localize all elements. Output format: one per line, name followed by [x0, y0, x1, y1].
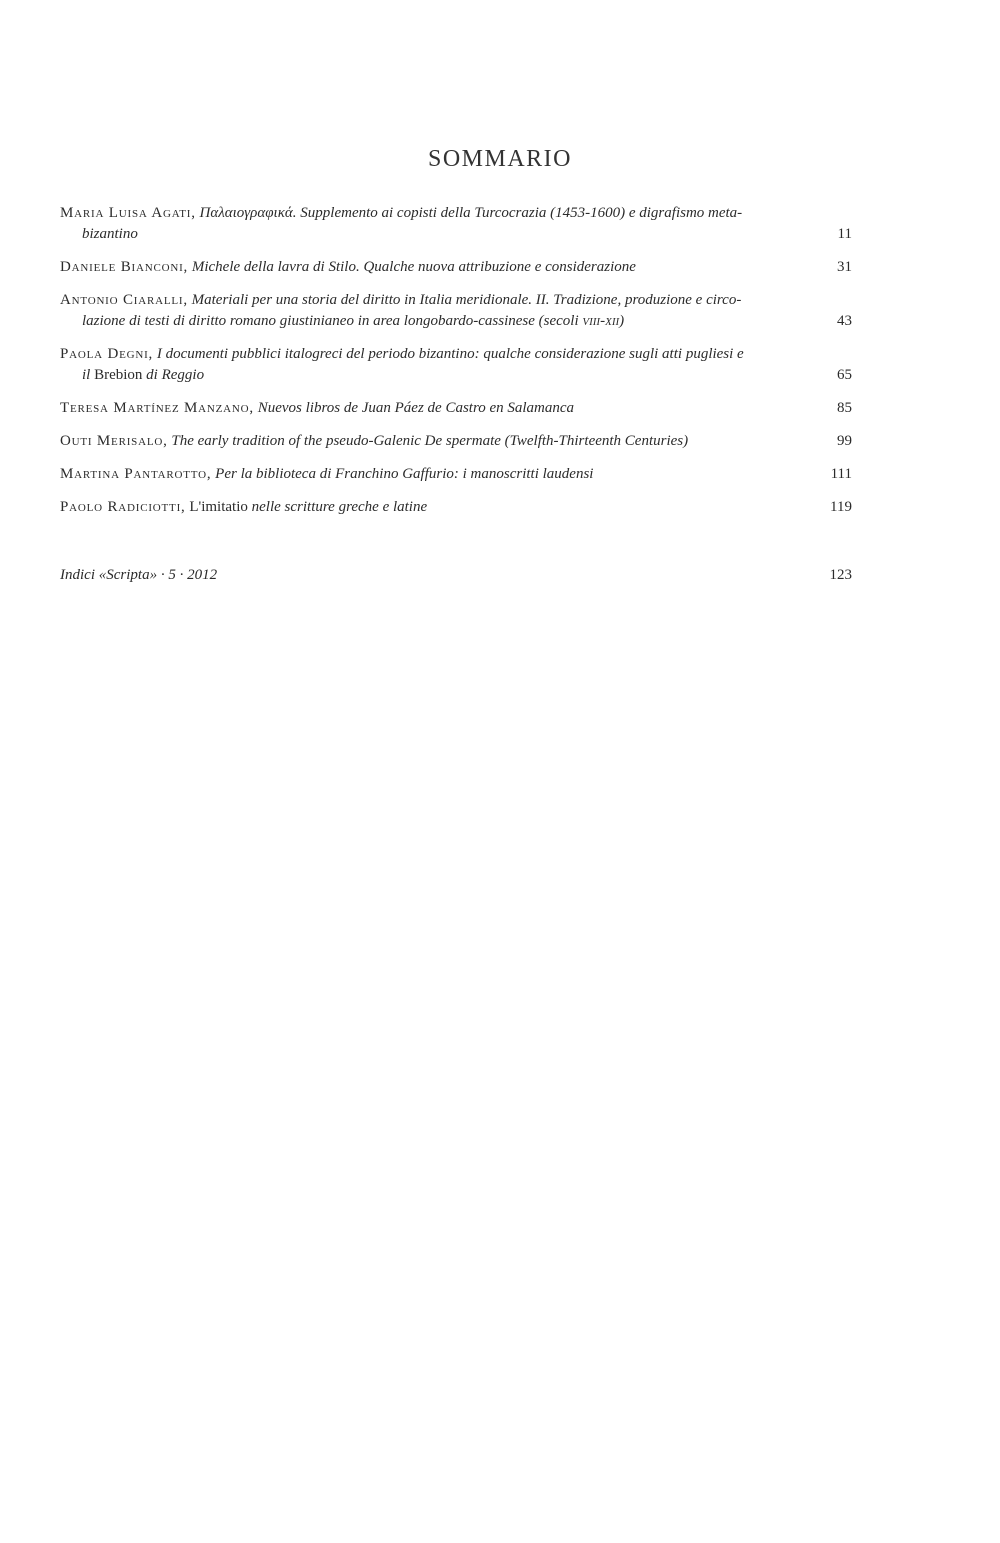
toc-entry[interactable] [60, 398, 852, 419]
toc-title: I documenti pubblici italogreci del periodo bizantino: qualche considerazione sugli atti pugliesi e [156, 346, 744, 362]
toc-title: Michele della lavra di Stilo. Qualche nuova attribuzione e considerazione [191, 259, 636, 275]
toc-author: Paola Degni, [60, 346, 154, 362]
toc-page-number: 111 [830, 466, 852, 482]
toc-entry[interactable] [60, 203, 852, 245]
toc-title [189, 499, 427, 515]
toc-title-upright-word: Brebion [94, 367, 143, 383]
toc-title: The early tradition of the pseudo-Galenic De spermate (Twelfth-Thirteenth Centuries) [171, 433, 689, 449]
toc-page-number: 11 [837, 226, 852, 242]
toc-title-roman-numerals: viii-xii [582, 313, 620, 329]
toc-entry[interactable] [60, 431, 852, 452]
toc-author: Maria Luisa Agati, [60, 205, 196, 221]
toc-title-part: il [82, 367, 95, 383]
toc-page-number: 43 [837, 313, 852, 329]
toc-author: Martina Pantarotto, [60, 466, 212, 482]
toc-title: Materiali per una storia del diritto in Italia meridionale. II. Tradizione, produzione e circo- [191, 292, 742, 308]
toc-entry-text [60, 398, 812, 419]
toc-entry-text [60, 203, 812, 245]
table-of-contents [60, 203, 852, 530]
page-title: SOMMARIO [427, 146, 573, 172]
toc-author: Teresa Martínez Manzano, [60, 400, 254, 416]
toc-title-upright-word: L'imitatio [189, 499, 248, 515]
toc-page-number: 99 [837, 433, 852, 449]
toc-title: Nuevos libros de Juan Páez de Castro en Salamanca [257, 400, 575, 416]
toc-author: Outi Merisalo, [60, 433, 168, 449]
toc-title-continuation [60, 311, 752, 332]
indici-label: Indici «Scripta» · 5 · 2012 [60, 567, 218, 583]
toc-page-number: 65 [837, 367, 852, 383]
toc-title-part: nelle scritture greche e latine [247, 499, 428, 515]
indici-entry[interactable] [60, 567, 852, 584]
toc-author: Daniele Bianconi, [60, 259, 189, 275]
toc-page-number: 85 [837, 400, 852, 416]
toc-entry-text [60, 464, 812, 485]
toc-entry-text [60, 431, 812, 452]
toc-entry[interactable] [60, 344, 852, 386]
toc-title: Παλαιογραφικά. Supplemento ai copisti della Turcocrazia (1453-1600) e digrafismo meta- [199, 205, 743, 221]
toc-entry-text [60, 290, 812, 332]
toc-title-continuation: bizantino [82, 226, 138, 242]
toc-page-number: 119 [830, 499, 852, 515]
toc-title-continuation [60, 365, 752, 386]
toc-entry[interactable] [60, 290, 852, 332]
toc-entry[interactable] [60, 257, 852, 278]
toc-title-part: lazione di testi di diritto romano giustinianeo in area longobardo-cassinese (secoli [82, 313, 583, 329]
toc-title-part: di Reggio [142, 367, 205, 383]
toc-title-part: ) [619, 313, 625, 329]
toc-entry-text [60, 257, 812, 278]
toc-author: Paolo Radiciotti, [60, 499, 186, 515]
toc-entry-text [60, 497, 812, 518]
toc-entry-text [60, 344, 812, 386]
toc-title: Per la biblioteca di Franchino Gaffurio: i manoscritti laudensi [215, 466, 594, 482]
toc-entry[interactable] [60, 464, 852, 485]
toc-page-number: 31 [837, 259, 852, 275]
indici-page-number: 123 [829, 567, 852, 583]
toc-author: Antonio Ciaralli, [60, 292, 188, 308]
toc-entry[interactable] [60, 497, 852, 518]
